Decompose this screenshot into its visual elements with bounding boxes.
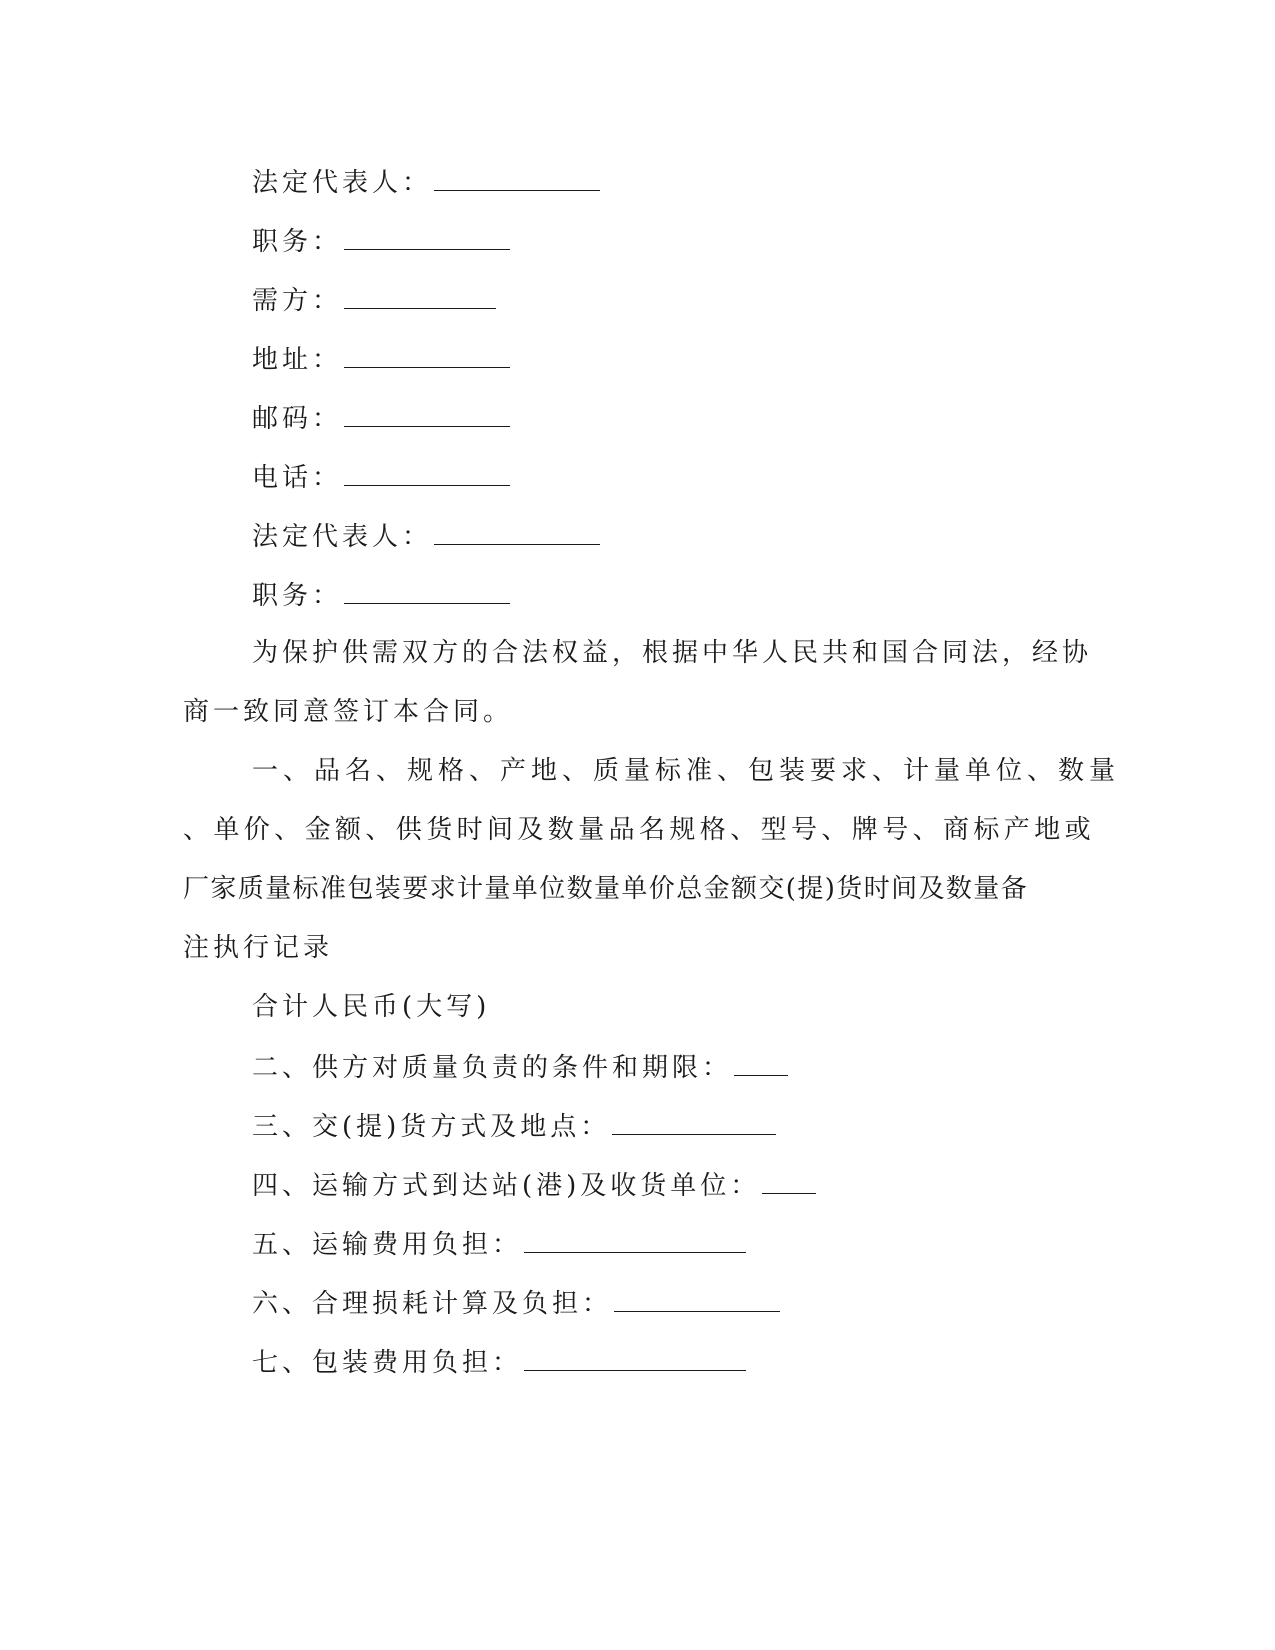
fill-in-blank <box>524 1226 746 1253</box>
fill-in-blank <box>524 1344 746 1371</box>
clause-1-line-4: 注执行记录 <box>183 933 334 963</box>
fill-in-blank <box>344 459 510 486</box>
field-label: 职务： <box>252 581 343 611</box>
clause-label: 三、交(提)货方式及地点： <box>252 1112 611 1142</box>
field-phone <box>252 459 510 495</box>
field-label: 法定代表人： <box>252 168 433 198</box>
field-label: 邮码： <box>252 404 343 434</box>
fill-in-blank <box>434 518 600 545</box>
field-postcode <box>252 400 510 436</box>
clause-label: 五、运输费用负担： <box>252 1230 523 1260</box>
clause-label: 七、包装费用负担： <box>252 1348 523 1378</box>
fill-in-blank <box>344 223 510 250</box>
field-buyer <box>252 282 496 318</box>
fill-in-blank <box>612 1108 776 1135</box>
intro-paragraph-line-2: 商一致同意签订本合同。 <box>183 697 514 727</box>
clause-1-line-2: 、单价、金额、供货时间及数量品名规格、型号、牌号、商标产地或 <box>183 815 1096 845</box>
field-label: 地址： <box>252 345 343 375</box>
clause-label: 二、供方对质量负责的条件和期限： <box>252 1053 733 1083</box>
field-legal-representative-2 <box>252 518 600 554</box>
field-label: 法定代表人： <box>252 522 433 552</box>
fill-in-blank <box>344 577 510 604</box>
field-label: 职务： <box>252 227 343 257</box>
clause-2 <box>252 1049 788 1085</box>
total-amount-line: 合计人民币(大写) <box>252 992 491 1022</box>
clause-7 <box>252 1344 746 1380</box>
clause-label: 六、合理损耗计算及负担： <box>252 1289 613 1319</box>
fill-in-blank <box>344 282 496 309</box>
field-label: 需方： <box>252 286 343 316</box>
clause-1-line-3: 厂家质量标准包装要求计量单位数量单价总金额交(提)货时间及数量备 <box>183 874 1029 904</box>
field-legal-representative-1 <box>252 164 600 200</box>
clause-4 <box>252 1167 816 1203</box>
clause-label: 四、运输方式到达站(港)及收货单位： <box>252 1171 761 1201</box>
clause-5 <box>252 1226 746 1262</box>
intro-paragraph-line-1: 为保护供需双方的合法权益，根据中华人民共和国合同法，经协 <box>252 638 1093 668</box>
fill-in-blank <box>434 164 600 191</box>
clause-1-line-1: 一、品名、规格、产地、质量标准、包装要求、计量单位、数量 <box>252 756 1121 786</box>
fill-in-blank <box>762 1167 816 1194</box>
field-position-2 <box>252 577 510 613</box>
fill-in-blank <box>344 400 510 427</box>
fill-in-blank <box>614 1285 780 1312</box>
fill-in-blank <box>344 341 510 368</box>
field-address <box>252 341 510 377</box>
clause-3 <box>252 1108 776 1144</box>
field-position-1 <box>252 223 510 259</box>
fill-in-blank <box>734 1049 788 1076</box>
field-label: 电话： <box>252 463 343 493</box>
clause-6 <box>252 1285 780 1321</box>
